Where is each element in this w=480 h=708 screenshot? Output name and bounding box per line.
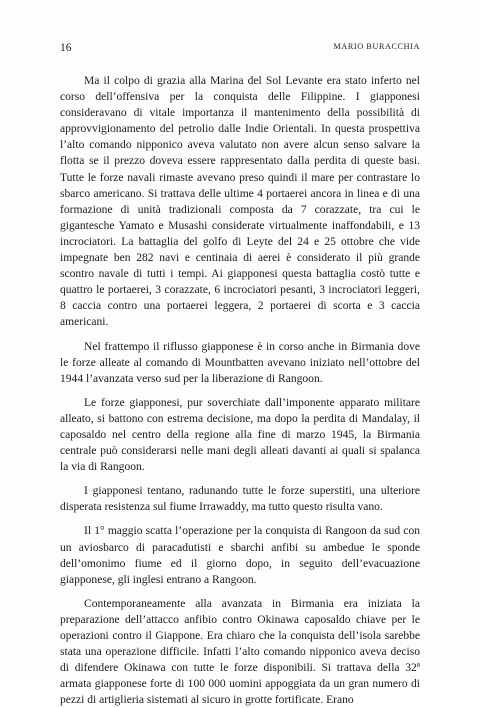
paragraph: I giapponesi tentano, radunando tutte le forze superstiti, una ulteriore disperata resistenza sul fiume Irrawaddy, ma tutto questo risulta vano. bbox=[60, 485, 420, 514]
page-number: 16 bbox=[60, 42, 72, 54]
paragraph: Contemporaneamente alla avanzata in Birmania era iniziata la preparazione dell’attacco anfibio contro Okinawa caposaldo chiave per le operazioni contro il Giappone. Era chiaro che la conquista dell’isola sarebbe stata una operazione difficile. Infatti l’alto comando nipponico aveva deciso di difendere Okinawa con tutte le forze disponibili. Si trattava della 32ª armata giapponese forte di 100 000 uomini appoggiata da un gran numero di pezzi di artiglieria sistemati al sicuro in grotte fortificate. Erano bbox=[60, 597, 420, 707]
paragraph: Ma il colpo di grazia alla Marina del Sol Levante era stato inferto nel corso dell’offensiva per la conquista delle Filippine. I giapponesi consideravano di vitale importanza il mantenimento della possibilità di approvvigionamento del petrolio dalle Indie Orientali. In questa prospettiva l’alto comando nipponico aveva valutato non avere alcun senso salvare la flotta se il prezzo doveva essere rappresentato dalla perdita di queste basi. Tutte le forze navali rimaste avevano preso quindi il mare per contrastare lo sbarco americano. Si trattava delle ultime 4 portaerei ancora in linea e di una formazione di unità tradizionali composta da 7 corazzate, tra cui le gigantesche Yamato e Musashi considerate virtualmente inaffondabili, e 13 incrociatori. La battaglia del golfo di Leyte del 24 e 25 ottobre che vide impegnate ben 282 navi e centinaia di aerei è considerato il più grande scontro navale di tutti i tempi. Ai giapponesi questa battaglia costò tutte e quattro le portaerei, 3 corazzate, 6 incrociatori pesanti, 3 incrociatori leggeri, 8 caccia contro una portaerei leggera, 2 portaerei di scorta e 3 caccia americani. bbox=[60, 75, 420, 329]
paragraph: Nel frattempo il riflusso giapponese è in corso anche in Birmania dove le forze alleate al comando di Mountbatten avevano iniziato nell’ottobre del 1944 l’avanzata verso sud per la liberazione di Rangoon. bbox=[60, 340, 420, 385]
running-head: MARIO BURACCHIA bbox=[333, 42, 420, 51]
paragraph: Il 1° maggio scatta l’operazione per la conquista di Rangoon da sud con un aviosbarco di paracadutisti e sbarchi anfibi su ambedue le sponde dell’omonimo fiume ed il giorno dopo, in seguito dell’evacuazione giapponese, gli inglesi entrano a Rangoon. bbox=[60, 525, 420, 586]
body-text bbox=[60, 73, 420, 708]
paragraph: Le forze giapponesi, pur soverchiate dall’imponente apparato militare alleato, si battono con estrema decisione, ma dopo la perdita di Mandalay, il caposaldo nel centro della regione alla fine di marzo 1945, la Birmania centrale può considerarsi nelle mani degli alleati davanti ai quali si spalanca la via di Rangoon. bbox=[60, 396, 420, 474]
page-header bbox=[60, 42, 420, 56]
